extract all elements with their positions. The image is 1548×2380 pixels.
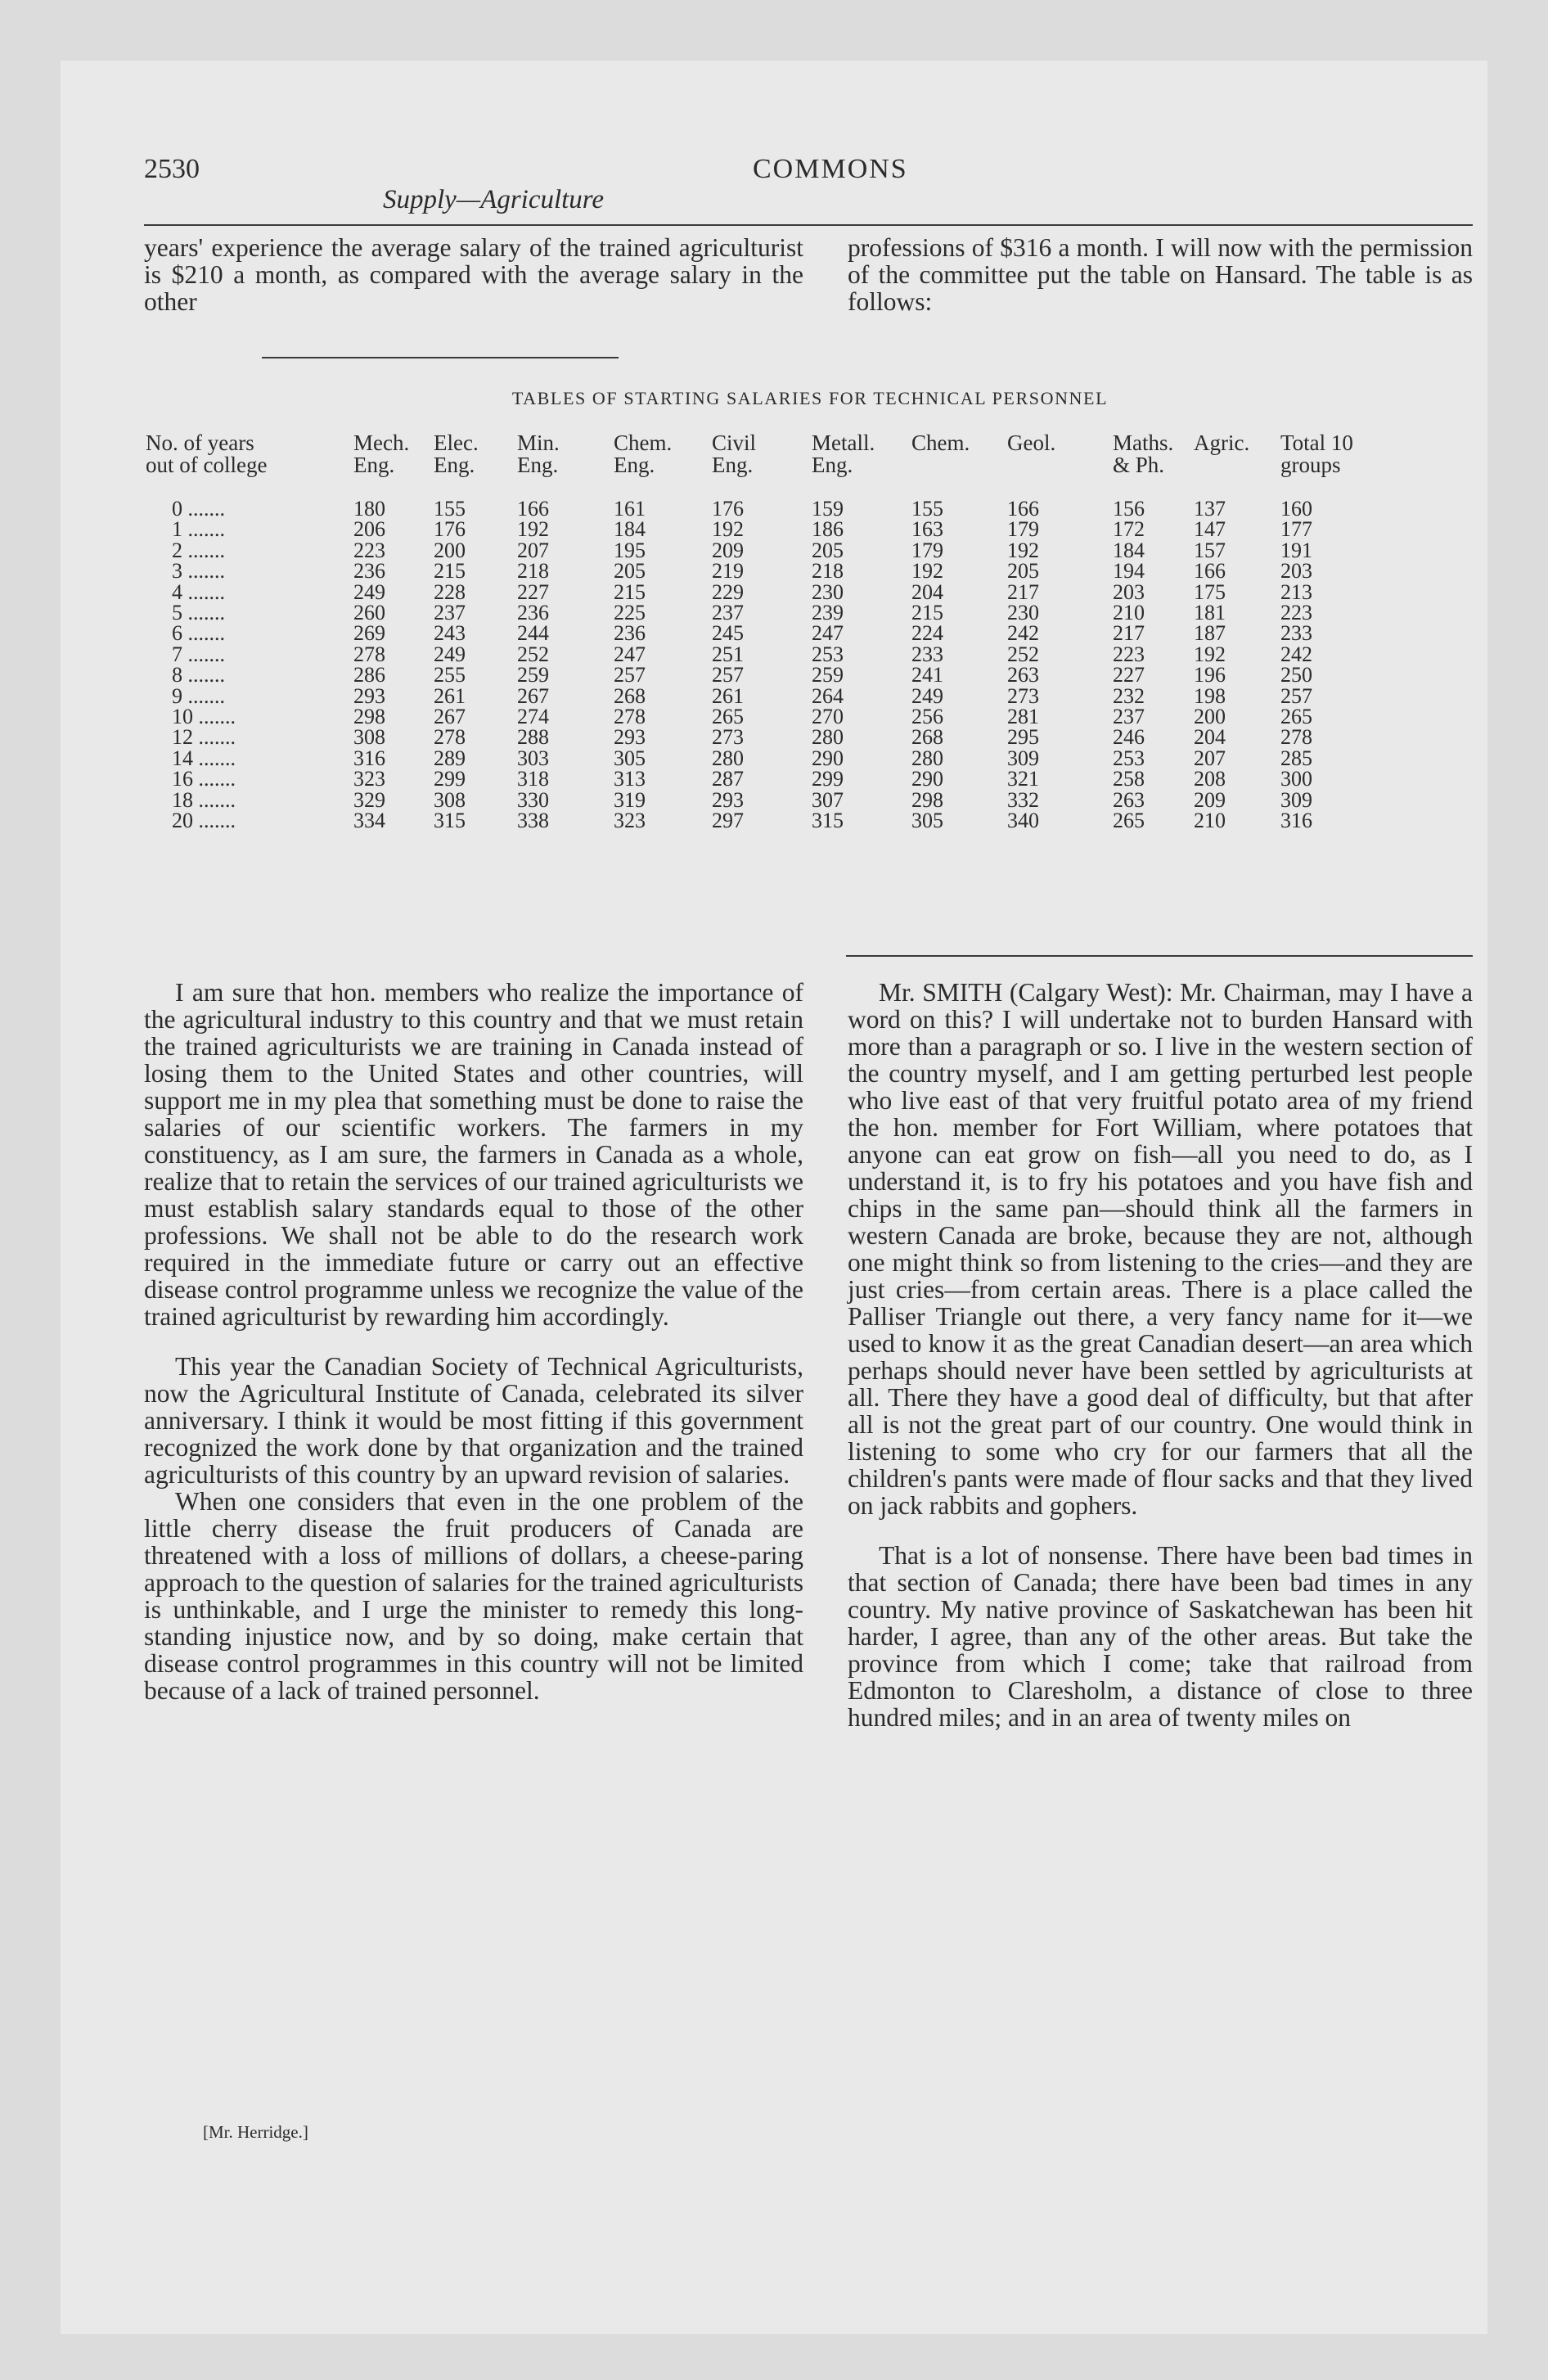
table-cell: 244 xyxy=(517,621,549,646)
table-header-6-line2: Eng. xyxy=(712,453,754,477)
table-cell: 285 xyxy=(1280,746,1312,770)
table-cell: 249 xyxy=(911,683,943,708)
table-cell: 287 xyxy=(712,767,744,791)
table-cell: 242 xyxy=(1280,642,1312,666)
table-cell: 191 xyxy=(1280,538,1312,562)
table-cell: 309 xyxy=(1280,787,1312,812)
table-cell: 205 xyxy=(614,559,646,584)
table-cell: 278 xyxy=(614,705,646,728)
table-cell: 299 xyxy=(434,767,466,791)
table-cell: 192 xyxy=(1007,538,1039,562)
table-cell: 200 xyxy=(1194,705,1226,728)
table-cell: 233 xyxy=(911,642,943,666)
table-row-years: 10 ....... xyxy=(172,705,236,728)
table-cell: 225 xyxy=(614,601,646,624)
table-cell: 265 xyxy=(712,705,744,728)
table-cell: 274 xyxy=(517,705,549,728)
table-cell: 303 xyxy=(517,746,549,770)
table-cell: 200 xyxy=(434,538,466,562)
table-cell: 265 xyxy=(1113,809,1145,832)
table-cell: 223 xyxy=(1113,642,1145,666)
left-paragraph-1: I am sure that hon. members who realize the importance of the agricultural industry to this country and that we must retain the trained agriculturists we are training in Canada instead of losing them to the United States and other countries, will support me in my plea that something must be done to raise the salaries of our scientific workers. The farmers in my constituency, as I am sure, the farmers in Canada as a whole, realize that to retain the services of our trained agriculturists we must establish salary standards equal to those of the other professions. We shall not be able to do the research work required in the immediate future or carry out an effective disease control programme unless we recognize the value of the trained agriculturist by rewarding him accordingly. xyxy=(144,978,803,1331)
page-subtitle: Supply—Agriculture xyxy=(383,185,605,214)
table-cell: 218 xyxy=(812,559,844,584)
table-cell: 280 xyxy=(812,725,844,750)
table-cell: 230 xyxy=(812,579,844,604)
table-cell: 223 xyxy=(353,538,385,562)
table-cell: 177 xyxy=(1280,517,1312,542)
table-cell: 257 xyxy=(712,663,744,687)
table-cell: 278 xyxy=(353,642,385,666)
table-cell: 215 xyxy=(614,579,646,604)
table-cell: 261 xyxy=(434,683,466,708)
table-cell: 256 xyxy=(911,705,943,728)
table-cell: 293 xyxy=(614,725,646,750)
table-cell: 260 xyxy=(353,601,385,624)
table-cell: 166 xyxy=(517,497,549,521)
table-cell: 247 xyxy=(812,621,844,646)
table-cell: 179 xyxy=(911,538,943,562)
table-cell: 315 xyxy=(434,809,466,832)
table-cell: 192 xyxy=(517,517,549,542)
table-cell: 329 xyxy=(353,787,385,812)
table-cell: 236 xyxy=(517,601,549,624)
table-cell: 224 xyxy=(911,621,943,646)
table-cell: 297 xyxy=(712,809,744,832)
table-row-years: 7 ....... xyxy=(172,642,225,666)
table-cell: 263 xyxy=(1007,663,1039,687)
table-cell: 319 xyxy=(614,787,646,812)
table-cell: 163 xyxy=(911,517,943,542)
table-cell: 198 xyxy=(1194,683,1226,708)
table-cell: 269 xyxy=(353,621,385,646)
table-title: TABLES OF STARTING SALARIES FOR TECHNICAL PERSONNEL xyxy=(511,388,1109,408)
table-cell: 332 xyxy=(1007,787,1039,812)
table-cell: 223 xyxy=(1280,601,1312,624)
table-cell: 205 xyxy=(812,538,844,562)
table-cell: 237 xyxy=(434,601,466,624)
left-divider xyxy=(262,357,619,358)
table-cell: 166 xyxy=(1007,497,1039,521)
table-cell: 281 xyxy=(1007,705,1039,728)
table-cell: 157 xyxy=(1194,538,1226,562)
table-cell: 176 xyxy=(434,517,466,542)
table-cell: 252 xyxy=(517,642,549,666)
table-cell: 300 xyxy=(1280,767,1312,791)
table-cell: 268 xyxy=(911,725,943,750)
table-cell: 206 xyxy=(353,517,385,542)
table-cell: 249 xyxy=(434,642,466,666)
table-cell: 270 xyxy=(812,705,844,728)
table-row-years: 14 ....... xyxy=(172,746,236,770)
table-cell: 268 xyxy=(614,683,646,708)
table-header-2-line2: Eng. xyxy=(353,453,395,477)
table-row-years: 5 ....... xyxy=(172,601,225,624)
table-cell: 228 xyxy=(434,579,466,604)
header-rule xyxy=(144,224,1473,226)
table-cell: 194 xyxy=(1113,559,1145,584)
table-header-5-line2: Eng. xyxy=(614,453,655,477)
table-cell: 289 xyxy=(434,746,466,770)
table-cell: 253 xyxy=(1113,746,1145,770)
table-cell: 227 xyxy=(517,579,549,604)
table-cell: 159 xyxy=(812,497,844,521)
table-cell: 217 xyxy=(1007,579,1039,604)
table-cell: 204 xyxy=(911,579,943,604)
table-cell: 267 xyxy=(517,683,549,708)
table-header-7-line2: Eng. xyxy=(812,453,853,477)
table-row-years: 18 ....... xyxy=(172,787,236,812)
table-header-9-line1: Geol. xyxy=(1007,430,1056,455)
table-header-4-line1: Min. xyxy=(517,430,560,455)
table-cell: 273 xyxy=(712,725,744,750)
table-cell: 230 xyxy=(1007,601,1039,624)
table-cell: 330 xyxy=(517,787,549,812)
table-header-10-line2: & Ph. xyxy=(1113,453,1165,477)
table-cell: 172 xyxy=(1113,517,1145,542)
speaker-note: [Mr. Herridge.] xyxy=(203,2122,308,2142)
table-cell: 210 xyxy=(1113,601,1145,624)
table-row-years: 0 ....... xyxy=(172,497,225,521)
table-header-12-line1: Total 10 xyxy=(1280,430,1353,455)
table-cell: 323 xyxy=(614,809,646,832)
table-cell: 305 xyxy=(614,746,646,770)
table-cell: 192 xyxy=(911,559,943,584)
page-number: 2530 xyxy=(144,154,200,184)
table-cell: 166 xyxy=(1194,559,1226,584)
table-row-years: 6 ....... xyxy=(172,621,225,646)
table-cell: 252 xyxy=(1007,642,1039,666)
table-cell: 295 xyxy=(1007,725,1039,750)
table-cell: 267 xyxy=(434,705,466,728)
table-cell: 237 xyxy=(712,601,744,624)
table-cell: 250 xyxy=(1280,663,1312,687)
table-cell: 215 xyxy=(911,601,943,624)
table-row-years: 2 ....... xyxy=(172,538,225,562)
table-cell: 263 xyxy=(1113,787,1145,812)
table-cell: 257 xyxy=(614,663,646,687)
table-cell: 280 xyxy=(911,746,943,770)
table-cell: 207 xyxy=(517,538,549,562)
table-cell: 196 xyxy=(1194,663,1226,687)
right-column xyxy=(848,979,1473,1731)
table-row-years: 9 ....... xyxy=(172,683,225,708)
table-row-years: 4 ....... xyxy=(172,579,225,604)
table-row-years: 8 ....... xyxy=(172,663,225,687)
table-cell: 298 xyxy=(911,787,943,812)
table-cell: 258 xyxy=(1113,767,1145,791)
table-cell: 265 xyxy=(1280,705,1312,728)
table-cell: 242 xyxy=(1007,621,1039,646)
table-cell: 203 xyxy=(1280,559,1312,584)
table-cell: 259 xyxy=(812,663,844,687)
table-cell: 227 xyxy=(1113,663,1145,687)
table-cell: 315 xyxy=(812,809,844,832)
page-title: COMMONS xyxy=(753,154,908,184)
table-cell: 205 xyxy=(1007,559,1039,584)
table-cell: 273 xyxy=(1007,683,1039,708)
table-header-12-line2: groups xyxy=(1280,453,1341,477)
table-cell: 298 xyxy=(353,705,385,728)
table-cell: 241 xyxy=(911,663,943,687)
table-header-2-line1: Mech. xyxy=(353,430,410,455)
table-cell: 309 xyxy=(1007,746,1039,770)
table-cell: 253 xyxy=(812,642,844,666)
table-header-3-line2: Eng. xyxy=(434,453,475,477)
table-cell: 137 xyxy=(1194,497,1226,521)
table-cell: 213 xyxy=(1280,579,1312,604)
table-cell: 181 xyxy=(1194,601,1226,624)
table-cell: 293 xyxy=(712,787,744,812)
table-cell: 147 xyxy=(1194,517,1226,542)
table-cell: 288 xyxy=(517,725,549,750)
table-cell: 186 xyxy=(812,517,844,542)
table-cell: 299 xyxy=(812,767,844,791)
page xyxy=(61,61,1487,2334)
intro-left-text: years' experience the average salary of the trained agriculturist is $210 a month, as compared with the average salary in the other xyxy=(144,233,803,316)
table-header-6-line1: Civil xyxy=(712,430,757,455)
table-cell: 155 xyxy=(434,497,466,521)
table-cell: 175 xyxy=(1194,579,1226,604)
right-paragraph-1: Mr. SMITH (Calgary West): Mr. Chairman, may I have a word on this? I will undertake not to burden Hansard with more than a paragraph or so. I live in the western section of the country myself, and I am getting perturbed lest people who live east of that very fruitful potato area of my friend the hon. member for Fort William, where potatoes that anyone can eat grow on fish—all you need to do, as I understand it, is to fry his potatoes and you have fish and chips in the same pan—should think all the farmers in western Canada are broke, because they are not, although one might think so from listening to the cries—and they are just cries—from certain areas. There is a place called the Palliser Triangle out there, a very fancy name for it—we used to know it as the great Canadian desert—an area which perhaps should never have been settled by agriculturists at all. There they have a good deal of difficulty, but that after all is not the great part of our country. One would think in listening to some who cry for our farmers that all the children's pants were made of flour sacks and that they lived on jack rabbits and gophers. xyxy=(848,978,1473,1520)
table-header-10-line1: Maths. xyxy=(1113,430,1174,455)
table-cell: 247 xyxy=(614,642,646,666)
table-cell: 308 xyxy=(353,725,385,750)
left-paragraph-2: This year the Canadian Society of Technical Agriculturists, now the Agricultural Institute of Canada, celebrated its silver anniversary. I think it would be most fitting if this government recognized the work done by that organization and the trained agriculturists of this country by an upward revision of salaries. xyxy=(144,1352,803,1489)
table-cell: 161 xyxy=(614,497,646,521)
table-cell: 261 xyxy=(712,683,744,708)
table-row-years: 1 ....... xyxy=(172,517,225,542)
table-cell: 259 xyxy=(517,663,549,687)
table-cell: 204 xyxy=(1194,725,1226,750)
table-header-11-line1: Agric. xyxy=(1194,430,1250,455)
table-header-1-line1: No. of years xyxy=(146,430,254,455)
intro-right-text xyxy=(848,234,1473,315)
table-cell: 192 xyxy=(712,517,744,542)
table-cell: 208 xyxy=(1194,767,1226,791)
table-cell: 316 xyxy=(1280,809,1312,832)
table-cell: 340 xyxy=(1007,809,1039,832)
table-cell: 229 xyxy=(712,579,744,604)
intro-right-body: professions of $316 a month. I will now with the permission of the committee put the table on Hansard. The table is as follows: xyxy=(848,233,1473,316)
table-cell: 156 xyxy=(1113,497,1145,521)
table-cell: 237 xyxy=(1113,705,1145,728)
table-cell: 278 xyxy=(1280,725,1312,750)
table-cell: 264 xyxy=(812,683,844,708)
table-cell: 338 xyxy=(517,809,549,832)
table-cell: 245 xyxy=(712,621,744,646)
table-cell: 195 xyxy=(614,538,646,562)
table-cell: 246 xyxy=(1113,725,1145,750)
table-header-4-line2: Eng. xyxy=(517,453,559,477)
right-paragraph-2: That is a lot of nonsense. There have been bad times in that section of Canada; there have been bad times in any country. My native province of Saskatchewan has been hit harder, I agree, than any of the other areas. But take the province from which I come; take that railroad from Edmonton to Claresholm, a distance of close to three hundred miles; and in an area of twenty miles on xyxy=(848,1541,1473,1732)
table-cell: 155 xyxy=(911,497,943,521)
table-cell: 217 xyxy=(1113,621,1145,646)
table-cell: 313 xyxy=(614,767,646,791)
table-header-5-line1: Chem. xyxy=(614,430,673,455)
table-cell: 232 xyxy=(1113,683,1145,708)
table-cell: 334 xyxy=(353,809,385,832)
table-header-3-line1: Elec. xyxy=(434,430,479,455)
table-cell: 210 xyxy=(1194,809,1226,832)
table-cell: 236 xyxy=(353,559,385,584)
table-row-years: 12 ....... xyxy=(172,725,236,750)
table-cell: 218 xyxy=(517,559,549,584)
table-cell: 249 xyxy=(353,579,385,604)
table-cell: 203 xyxy=(1113,579,1145,604)
table-cell: 305 xyxy=(911,809,943,832)
table-cell: 233 xyxy=(1280,621,1312,646)
table-bottom-rule xyxy=(846,955,1473,957)
table-cell: 290 xyxy=(812,746,844,770)
table-cell: 280 xyxy=(712,746,744,770)
table-cell: 293 xyxy=(353,683,385,708)
table-cell: 192 xyxy=(1194,642,1226,666)
table-cell: 243 xyxy=(434,621,466,646)
left-paragraph-3: When one considers that even in the one problem of the little cherry disease the fruit producers of Canada are threatened with a loss of millions of dollars, a cheese-paring approach to the question of salaries for the trained agriculturists is unthinkable, and I urge the minister to remedy this long-standing injustice now, and by so doing, make certain that disease control programmes in this country will not be limited because of a lack of trained personnel. xyxy=(144,1487,803,1705)
table-cell: 278 xyxy=(434,725,466,750)
table-cell: 290 xyxy=(911,767,943,791)
table-cell: 184 xyxy=(1113,538,1145,562)
table-cell: 255 xyxy=(434,663,466,687)
table-cell: 207 xyxy=(1194,746,1226,770)
table-cell: 316 xyxy=(353,746,385,770)
table-cell: 184 xyxy=(614,517,646,542)
table-cell: 251 xyxy=(712,642,744,666)
table-cell: 209 xyxy=(1194,787,1226,812)
table-cell: 308 xyxy=(434,787,466,812)
table-cell: 318 xyxy=(517,767,549,791)
table-cell: 257 xyxy=(1280,683,1312,708)
table-cell: 180 xyxy=(353,497,385,521)
table-row-years: 20 ....... xyxy=(172,809,236,832)
table-row-years: 16 ....... xyxy=(172,767,236,791)
table-cell: 307 xyxy=(812,787,844,812)
table-row-years: 3 ....... xyxy=(172,559,225,584)
table-cell: 321 xyxy=(1007,767,1039,791)
table-header-8-line1: Chem. xyxy=(911,430,970,455)
table-cell: 286 xyxy=(353,663,385,687)
table-cell: 215 xyxy=(434,559,466,584)
table-cell: 209 xyxy=(712,538,744,562)
table-cell: 187 xyxy=(1194,621,1226,646)
table-cell: 160 xyxy=(1280,497,1312,521)
table-header-1-line2: out of college xyxy=(146,453,268,477)
table-cell: 239 xyxy=(812,601,844,624)
left-column xyxy=(144,979,803,1704)
table-header-7-line1: Metall. xyxy=(812,430,875,455)
table-cell: 179 xyxy=(1007,517,1039,542)
table-cell: 219 xyxy=(712,559,744,584)
table-cell: 236 xyxy=(614,621,646,646)
table-cell: 176 xyxy=(712,497,744,521)
table-cell: 323 xyxy=(353,767,385,791)
